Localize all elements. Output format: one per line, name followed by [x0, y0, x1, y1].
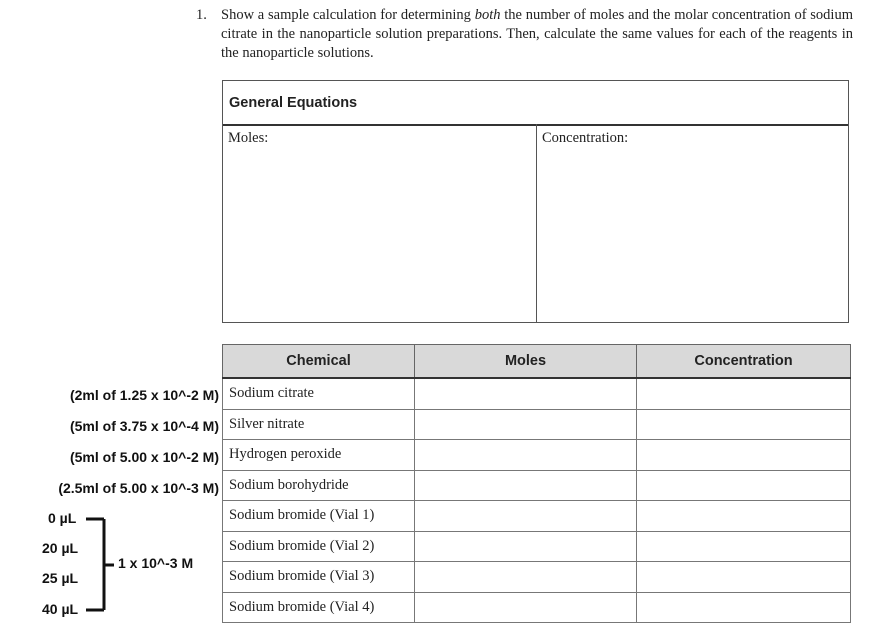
volume-vial-4: 40 µL: [42, 601, 79, 617]
question-emphasis: both: [474, 7, 501, 23]
chemical-cell: Sodium bromide (Vial 3): [223, 562, 415, 593]
chemical-cell: Sodium borohydride: [223, 470, 415, 501]
moles-label: Moles:: [228, 130, 269, 146]
question-number: 1.: [196, 7, 207, 23]
row-note-sodium-borohydride: (2.5ml of 5.00 x 10^-3 M): [58, 480, 219, 496]
chemical-cell: Silver nitrate: [223, 409, 415, 440]
question-text-part: Show a sample calculation for determining: [221, 7, 475, 23]
general-equations-title: General Equations: [229, 95, 358, 111]
row-note-sodium-citrate: (2ml of 1.25 x 10^-2 M): [69, 387, 219, 403]
concentration-label: Concentration:: [542, 130, 629, 146]
header-concentration: Concentration: [637, 345, 851, 379]
volume-vial-1: 0 µL: [48, 510, 77, 526]
row-note-hydrogen-peroxide: (5ml of 5.00 x 10^-2 M): [69, 449, 219, 465]
bracket-concentration-label: 1 x 10^-3 M: [118, 555, 194, 571]
header-moles: Moles: [415, 345, 637, 379]
chemical-cell: Sodium bromide (Vial 4): [223, 592, 415, 623]
chemical-cell: Sodium bromide (Vial 2): [223, 531, 415, 562]
chemical-cell: Sodium citrate: [223, 378, 415, 409]
question-text-part: the number of moles and the molar concentration of sodium citrate in the nanoparticle solution preparations. Then, calculate the same values for each of the reagents in the nanoparticle solutions.: [221, 7, 853, 61]
chemical-cell: Hydrogen peroxide: [223, 440, 415, 471]
volume-vial-3: 25 µL: [42, 570, 79, 586]
volume-vial-2: 20 µL: [42, 540, 79, 556]
header-chemical: Chemical: [223, 345, 415, 379]
chemical-cell: Sodium bromide (Vial 1): [223, 501, 415, 532]
row-note-silver-nitrate: (5ml of 3.75 x 10^-4 M): [69, 418, 219, 434]
